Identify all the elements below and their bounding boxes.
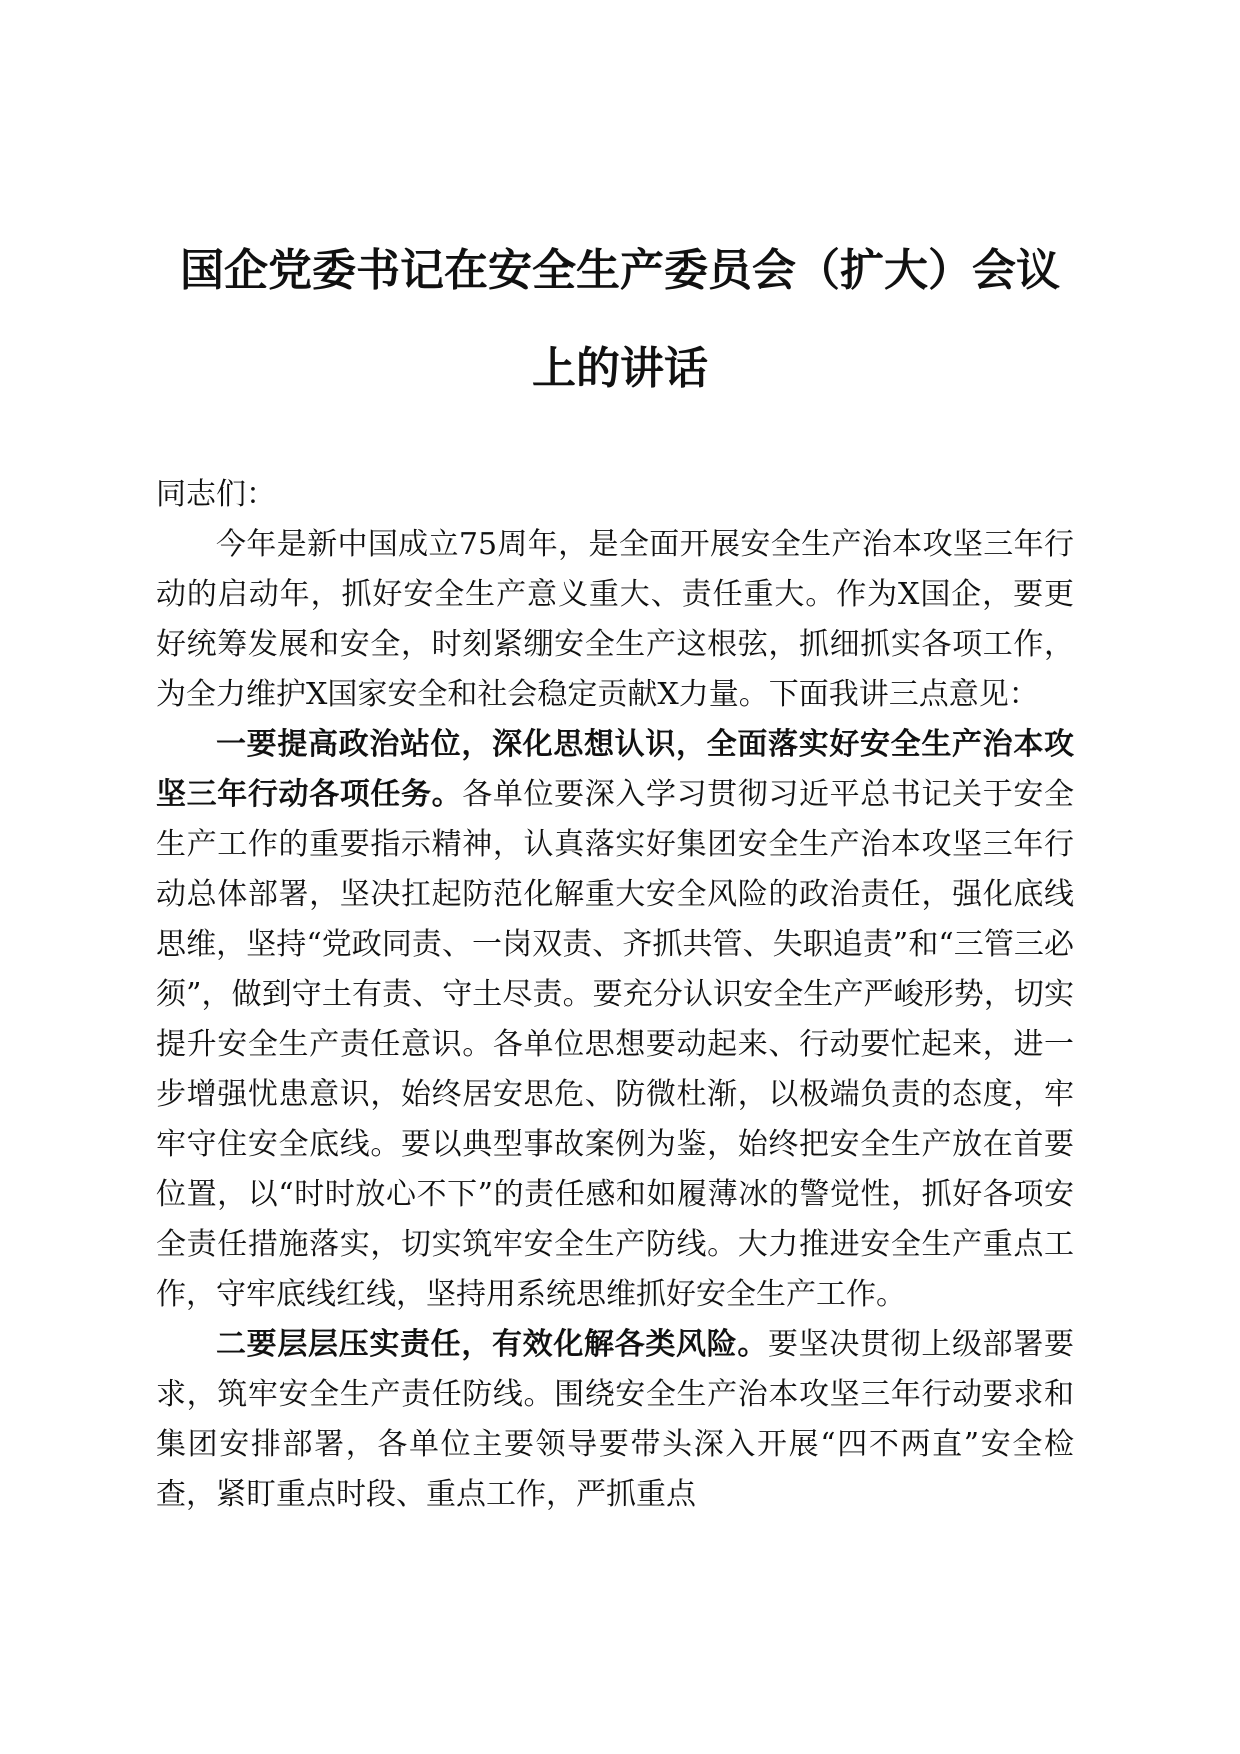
- salutation: 同志们：: [156, 477, 276, 512]
- document-body: [156, 470, 1074, 1520]
- title-line-2: 上的讲话: [532, 343, 708, 394]
- paragraph-intro: [156, 520, 1074, 720]
- title-line-1: 国企党委书记在安全生产委员会（扩大）会议: [180, 245, 1060, 296]
- paragraph-point-one: [156, 720, 1074, 1320]
- paragraph-text: 各单位要深入学习贯彻习近平总书记关于安全生产工作的重要指示精神，认真落实好集团安全生产治本攻坚三年行动总体部署，坚决扛起防范化解重大安全风险的政治责任，强化底线思维，坚持“党政同责、一岗双责、齐抓共管、失职追责”和“三管三必须”，做到守土有责、守土尽责。要充分认识安全生产严峻形势，切实提升安全生产责任意识。各单位思想要动起来、行动要忙起来，进一步增强忧患意识，始终居安思危、防微杜渐，以极端负责的态度，牢牢守住安全底线。要以典型事故案例为鉴，始终把安全生产放在首要位置，以“时时放心不下”的责任感和如履薄冰的警觉性，抓好各项安全责任措施落实，切实筑牢安全生产防线。大力推进安全生产重点工作，守牢底线红线，坚持用系统思维抓好安全生产工作。: [156, 777, 1075, 1312]
- paragraph-text: 要坚决贯彻上级部署要求，筑牢安全生产责任防线。围绕安全生产治本攻坚三年行动要求和集团安排部署，各单位主要领导要带头深入开展“四不两直”安全检查，紧盯重点时段、重点工作，严抓重点: [156, 1327, 1074, 1512]
- paragraph-point-two: [156, 1320, 1074, 1520]
- document-title: [140, 222, 1100, 418]
- paragraph-lead: 一要提高政治站位，深化思想认识，全面落实好安全生产治本攻坚三年行动各项任务。: [156, 727, 1074, 812]
- paragraph-text: 今年是新中国成立75周年，是全面开展安全生产治本攻坚三年行动的启动年，抓好安全生产意义重大、责任重大。作为X国企，要更好统筹发展和安全，时刻紧绷安全生产这根弦，抓细抓实各项工作，为全力维护X国家安全和社会稳定贡献X力量。下面我讲三点意见：: [156, 527, 1074, 712]
- paragraph-lead: 二要层层压实责任，有效化解各类风险。: [216, 1327, 768, 1362]
